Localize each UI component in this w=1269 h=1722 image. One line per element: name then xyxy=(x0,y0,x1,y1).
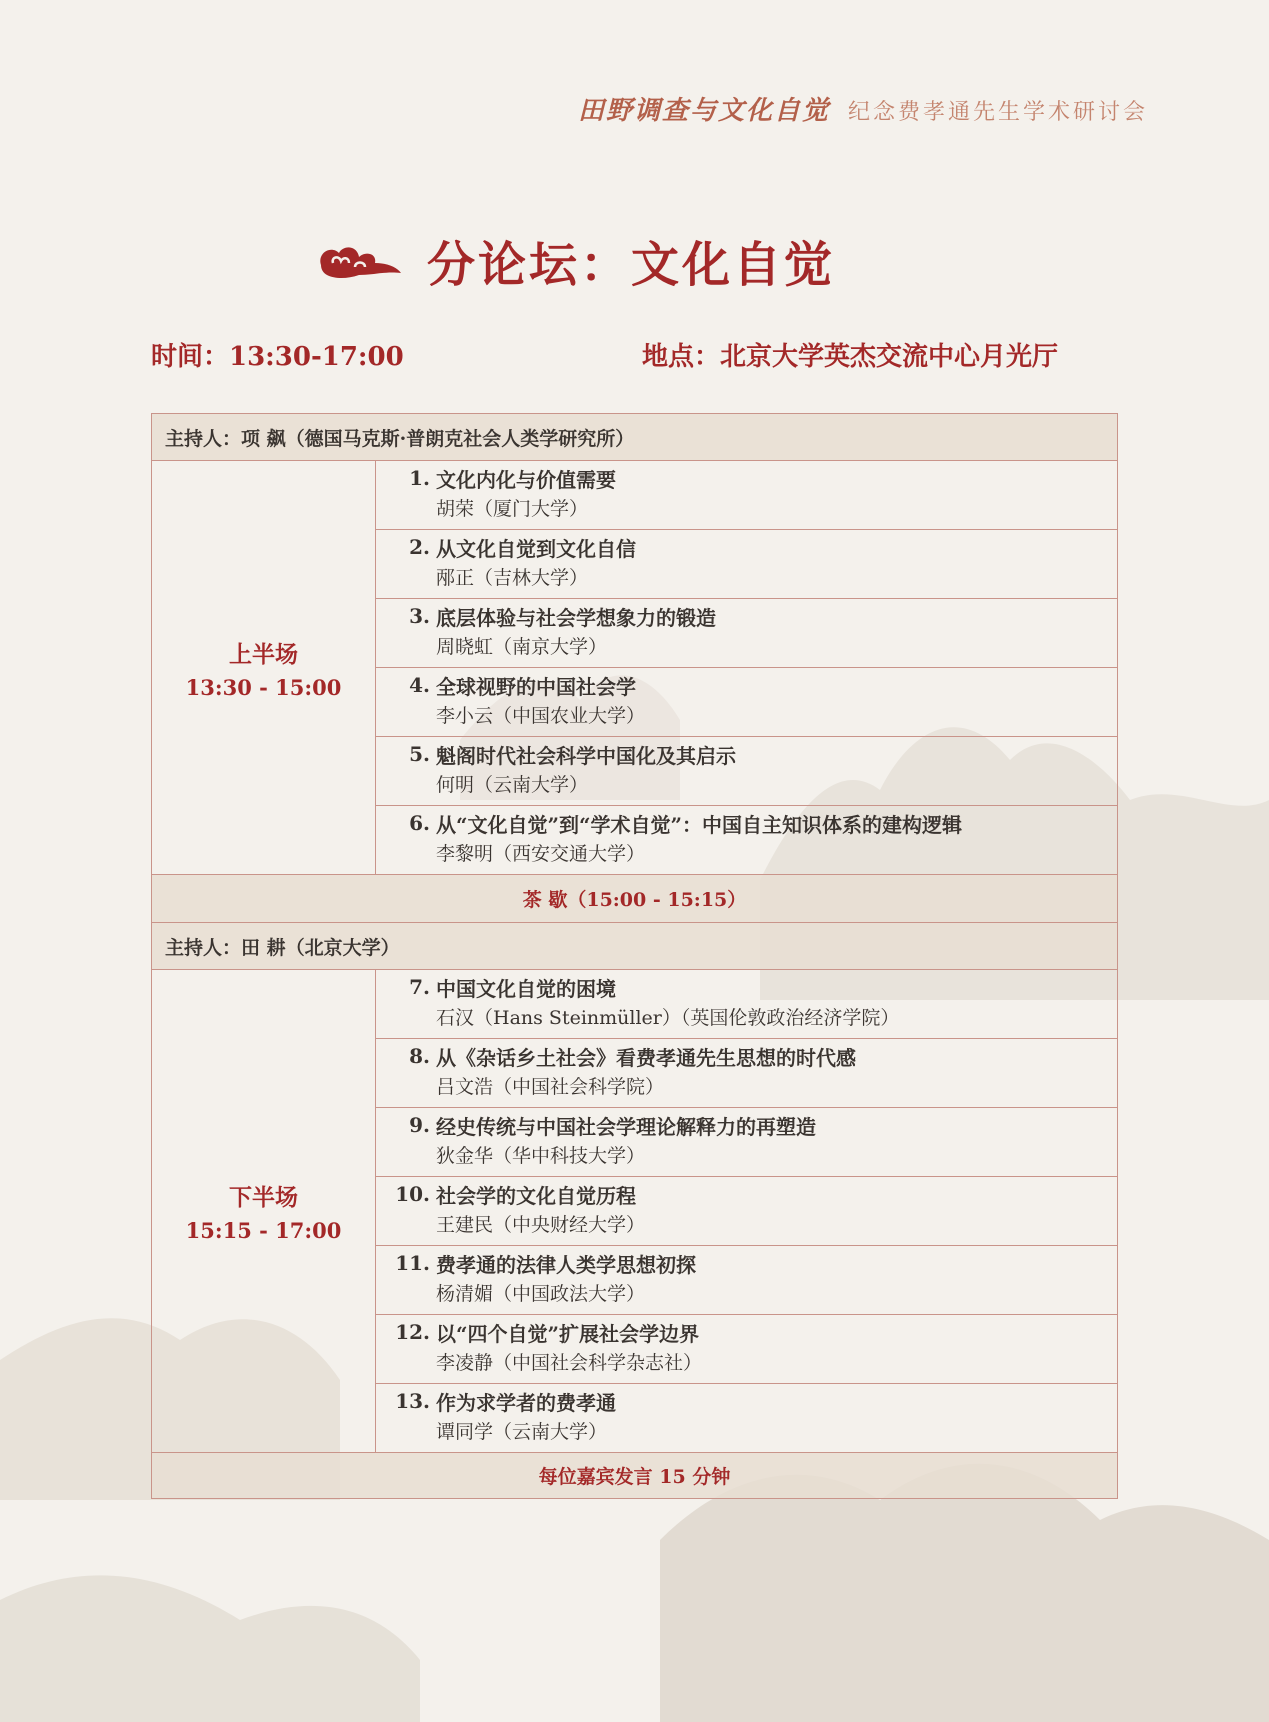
talk-number: 7. xyxy=(409,975,430,999)
talk-speaker: 李黎明（西安交通大学） xyxy=(436,843,646,865)
talk-title: 以“四个自觉”扩展社会学边界 xyxy=(436,1322,700,1346)
talk-item xyxy=(376,1108,1118,1177)
talk-title: 费孝通的法律人类学思想初探 xyxy=(436,1253,696,1277)
talk-number: 9. xyxy=(409,1113,430,1137)
talk-item xyxy=(376,1177,1118,1246)
talk-title: 从《杂话乡土社会》看费孝通先生思想的时代感 xyxy=(436,1046,856,1070)
talk-number: 6. xyxy=(409,811,430,835)
talk-item xyxy=(376,1384,1118,1453)
talk-number: 13. xyxy=(395,1389,430,1413)
talk-number: 5. xyxy=(409,742,430,766)
session-cell xyxy=(152,461,376,875)
talk-number: 2. xyxy=(409,535,430,559)
tea-break-label: 茶 歇（15:00 - 15:15） xyxy=(152,875,1118,923)
brand-subtitle: 纪念费孝通先生学术研讨会 xyxy=(848,100,1149,125)
talk-speaker: 李凌静（中国社会科学杂志社） xyxy=(436,1352,703,1374)
talk-number: 11. xyxy=(395,1251,430,1275)
host-row xyxy=(152,923,1118,970)
talk-title: 从文化自觉到文化自信 xyxy=(436,537,636,561)
session-name: 下半场 xyxy=(229,1184,298,1211)
host-label: 主持人：田 耕（北京大学） xyxy=(152,923,1118,970)
talk-number: 8. xyxy=(409,1044,430,1068)
talk-title: 文化内化与价值需要 xyxy=(436,468,616,492)
talk-title: 经史传统与中国社会学理论解释力的再塑造 xyxy=(436,1115,816,1139)
talk-title: 作为求学者的费孝通 xyxy=(436,1391,616,1415)
talk-item xyxy=(376,1246,1118,1315)
note-row xyxy=(152,1453,1118,1499)
session-cell xyxy=(152,970,376,1453)
talk-title: 中国文化自觉的困境 xyxy=(436,977,616,1001)
title-row xyxy=(315,226,835,295)
talk-item xyxy=(376,1315,1118,1384)
event-place: 地点：北京大学英杰交流中心月光厅 xyxy=(642,342,1059,372)
host-row xyxy=(152,414,1118,461)
talk-title: 底层体验与社会学想象力的锻造 xyxy=(436,606,716,630)
auspicious-cloud-icon xyxy=(315,239,405,283)
session-time: 15:15 - 17:00 xyxy=(185,1218,342,1243)
talk-title: 魁阁时代社会科学中国化及其启示 xyxy=(436,744,736,768)
talk-speaker: 邴正（吉林大学） xyxy=(436,567,589,589)
break-row xyxy=(152,875,1118,923)
schedule-table xyxy=(151,413,1118,1499)
talk-item xyxy=(376,530,1118,599)
talk-speaker: 石汉（Hans Steinmüller）（英国伦敦政治经济学院） xyxy=(436,1007,900,1029)
talk-title: 从“文化自觉”到“学术自觉”：中国自主知识体系的建构逻辑 xyxy=(436,813,963,837)
talk-speaker: 王建民（中央财经大学） xyxy=(436,1214,646,1236)
talk-speaker: 谭同学（云南大学） xyxy=(436,1421,608,1443)
talk-item xyxy=(376,806,1118,875)
talk-speaker: 李小云（中国农业大学） xyxy=(436,705,646,727)
talk-item xyxy=(376,668,1118,737)
talk-item xyxy=(376,1039,1118,1108)
talk-row xyxy=(152,970,1118,1039)
talk-number: 4. xyxy=(409,673,430,697)
brand-logo-text: 田野调查与文化自觉 xyxy=(578,96,831,126)
talk-title: 全球视野的中国社会学 xyxy=(436,675,636,699)
talk-item xyxy=(376,461,1118,530)
event-time: 时间：13:30-17:00 xyxy=(151,342,404,372)
session-name: 上半场 xyxy=(229,640,298,668)
speaking-time-note: 每位嘉宾发言 15 分钟 xyxy=(152,1453,1118,1499)
talk-title: 社会学的文化自觉历程 xyxy=(436,1184,636,1208)
talk-number: 12. xyxy=(395,1320,430,1344)
host-label: 主持人：项 飙（德国马克斯·普朗克社会人类学研究所） xyxy=(152,414,1118,461)
page-title: 分论坛：文化自觉 xyxy=(427,237,836,293)
talk-number: 10. xyxy=(395,1182,430,1206)
talk-item xyxy=(376,970,1118,1039)
talk-speaker: 何明（云南大学） xyxy=(436,774,589,796)
talk-speaker: 狄金华（华中科技大学） xyxy=(436,1145,646,1167)
talk-speaker: 吕文浩（中国社会科学院） xyxy=(436,1076,665,1098)
talk-number: 1. xyxy=(409,466,430,490)
talk-number: 3. xyxy=(409,604,430,628)
talk-speaker: 胡荣（厦门大学） xyxy=(436,498,589,520)
talk-item xyxy=(376,599,1118,668)
talk-row xyxy=(152,461,1118,530)
talk-item xyxy=(376,737,1118,806)
talk-speaker: 杨清媚（中国政法大学） xyxy=(436,1283,646,1305)
header-brand xyxy=(578,90,1148,127)
session-time: 13:30 - 15:00 xyxy=(185,674,342,700)
talk-speaker: 周晓虹（南京大学） xyxy=(436,636,608,658)
